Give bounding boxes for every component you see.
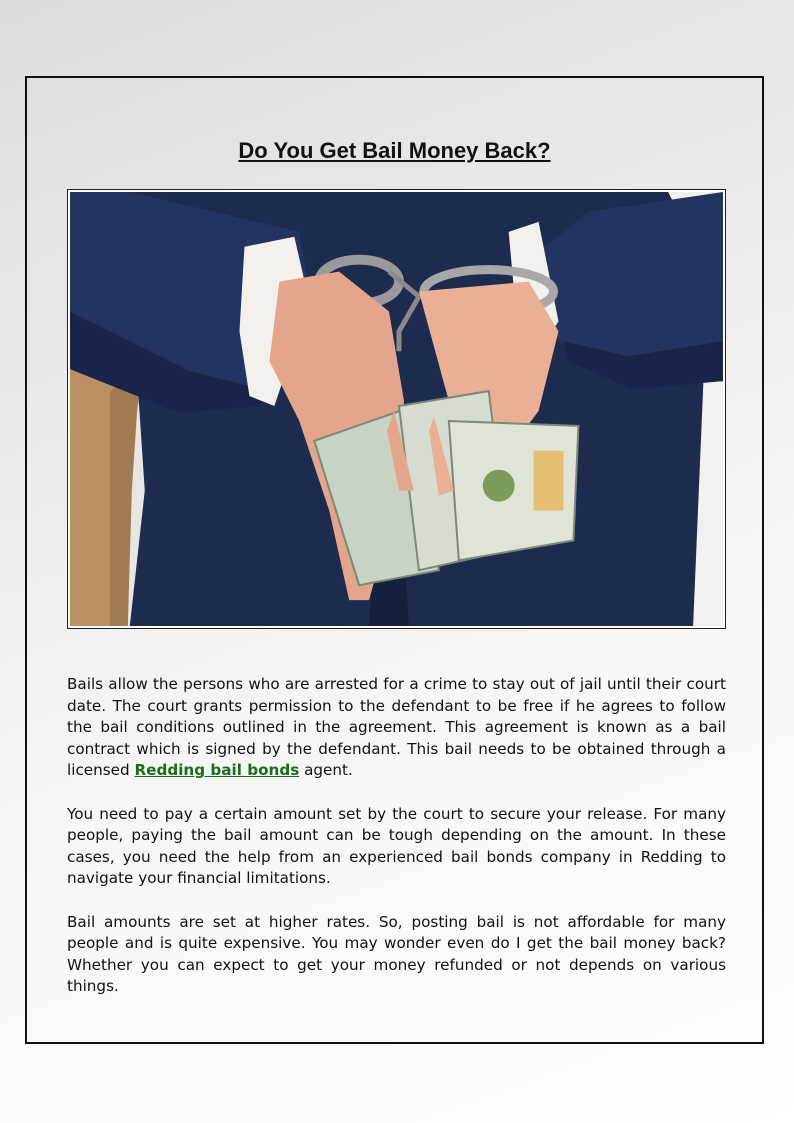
page-title: Do You Get Bail Money Back?: [238, 138, 551, 163]
article-body: [67, 674, 726, 1020]
article-photo: [67, 189, 726, 629]
handcuffed-hands-with-cash-image: [70, 192, 723, 626]
paragraph-1: Bails allow the persons who are arrested for a crime to stay out of jail until their court date. The court grants permission to the defendant to be free if he agrees to follow the bail conditions outlined in the agreement. This agreement is known as a bail contract which is signed by the defendant. This bail needs to be obtained through a licensed Redding bail bonds agent.: [67, 675, 726, 780]
paragraph-3: Bail amounts are set at higher rates. So, posting bail is not affordable for many people and is quite expensive. You may wonder even do I get the bail money back? Whether you can expect to get your money refunded or not depends on various things.: [67, 912, 726, 996]
redding-bail-bonds-link[interactable]: Redding bail bonds: [134, 761, 300, 780]
paragraph-2: You need to pay a certain amount set by the court to secure your release. For many people, paying the bail amount can be tough depending on the amount. In these cases, you need the help from an experienced bail bonds company in Redding to navigate your financial limitations.: [67, 804, 726, 888]
page-frame: [25, 76, 764, 1044]
